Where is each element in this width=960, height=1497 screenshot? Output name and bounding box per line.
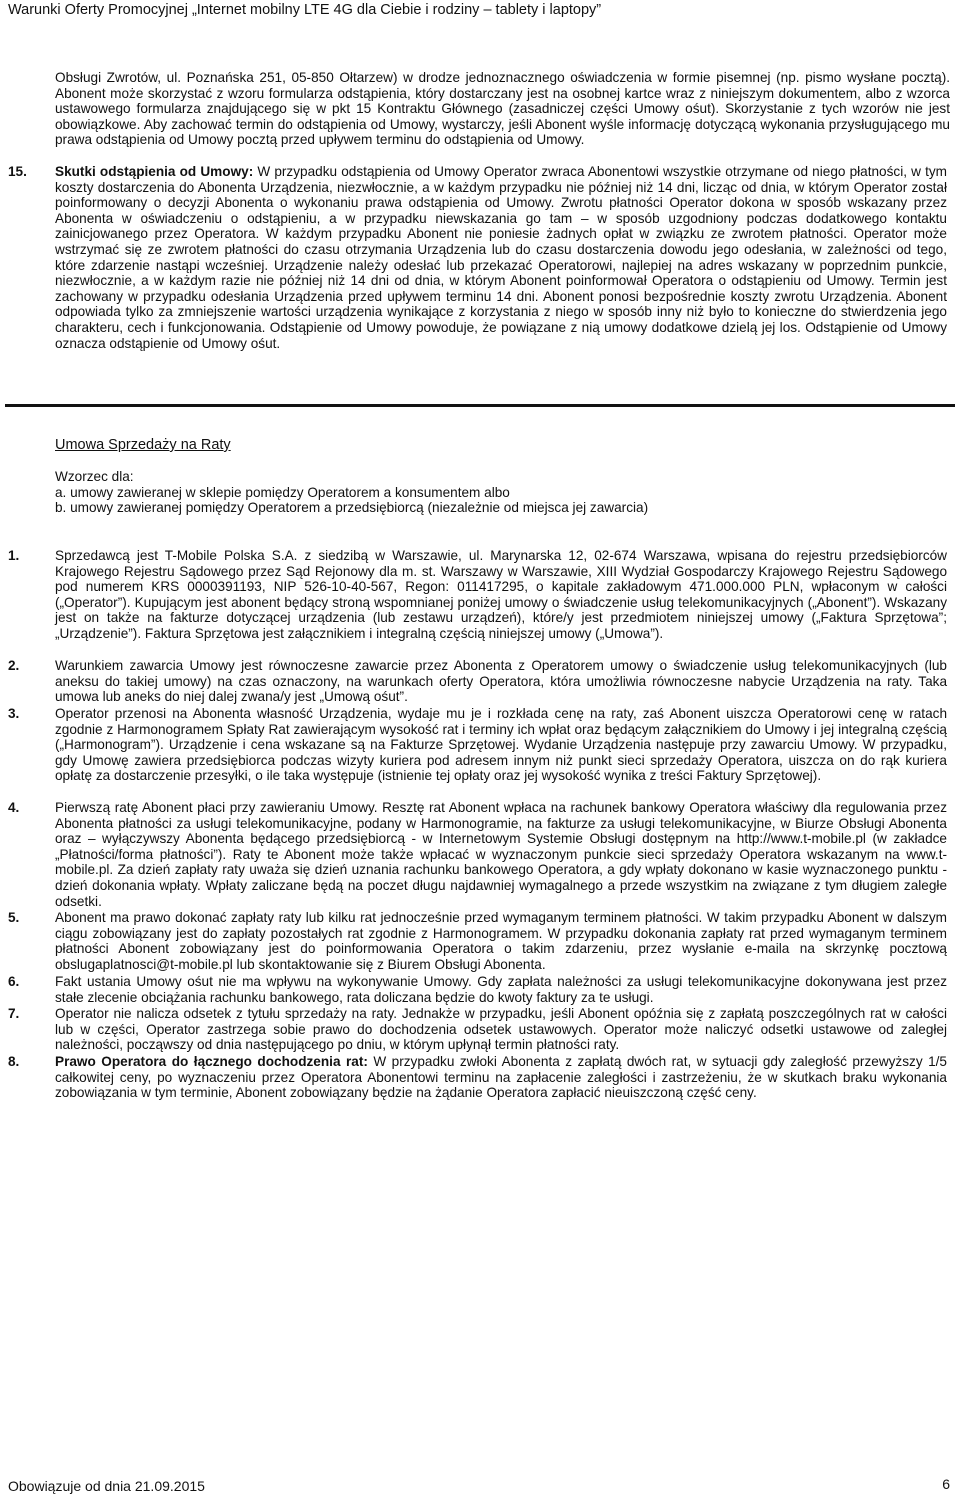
item-8-heading: Prawo Operatora do łącznego dochodzenia rat: [55, 1054, 368, 1069]
footer-effective-date: Obowiązuje od dnia 21.09.2015 [8, 1478, 205, 1494]
item-4-paragraph [55, 800, 947, 909]
item-5-number: 5. [8, 910, 20, 925]
template-option-b: b. umowy zawieranej pomiędzy Operatorem a przedsiębiorcą (niezależnie od miejsca jej zawarcia) [55, 500, 649, 516]
template-option-a: a. umowy zawieranej w sklepie pomiędzy Operatorem a konsumentem albo [55, 484, 510, 500]
footer-page-number: 6 [942, 1476, 950, 1492]
item-7-number: 7. [8, 1006, 20, 1021]
item-15-paragraph [55, 164, 947, 351]
item-6-text: Fakt ustania Umowy ośut nie ma wpływu na wykonywanie Umowy. Gdy zapłata należności za usługi telekomunikacyjne dokonywana jest przez stałe zlecenie obciążania rachunku bankowego, rata doliczana będzie do kwoty faktury za te usługi. [55, 974, 947, 1005]
item-1-text: Sprzedawcą jest T-Mobile Polska S.A. z siedzibą w Warszawie, ul. Marynarska 12, 02-674 Warszawa, wpisana do rejestru przedsiębiorców Krajowego Rejestru Sądowego przez Sąd Rejonowy dla m. st. Warszawy w Warszawie, XIII Wydział Gospodarczy Krajowego Rejestru Sądowego pod numerem KRS 0000391193, NIP 526-10-40-567, Regon: 011417295, o kapitale zakładowym 471.000.000 PLN, wpłaconym w całości („Operator”). Kupującym jest abonent będący stroną wspomnianej poniżej umowy o świadczenie usług telekomunikacyjnych („Abonent”). Wskazany jest on także na fakturze dotyczącej urządzenia (lub zestawu urządzeń), które/y jest przedmiotem niniejszej umowy („Faktura Sprzętowa”; „Urządzenie”). Faktura Sprzętowa jest załącznikiem i integralną częścią niniejszej umowy („Umowa”). [55, 548, 947, 641]
item-8-paragraph [55, 1054, 947, 1101]
item-6-number: 6. [8, 974, 20, 989]
item-15-number: 15. [8, 164, 27, 179]
item-15-text: W przypadku odstąpienia od Umowy Operator zwraca Abonentowi wszystkie otrzymane od niego płatności, w tym koszty dostarczenia do Abonenta Urządzenia, niezwłocznie, a w każdym przypadku nie później niż 14 dni, licząc od dnia, w którym Operator został poinformowany o decyzji Abonenta o wykonaniu prawa odstąpienia od Umowy. Zwrotu płatności Operator dokona w sposób wskazany przez Abonenta w oświadczeniu o odstąpieniu, a w przypadku niewskazania go tam – w sposób uzgodniony podczas dodatkowego kontaktu zainicjowanego przez Operatora. W każdym przypadku Abonent nie poniesie żadnych opłat w związku ze zwrotem płatności. Operator może wstrzymać się ze zwrotem płatności do czasu otrzymania Urządzenia lub do czasu dostarczenia dowodu jego odesłania, w zależności od tego, które zdarzenie nastąpi wcześniej. Urządzenie należy odesłać lub przekazać Operatorowi, najlepiej na adres wskazany w poprzednim punkcie, niezwłocznie, a w każdym razie nie później niż 14 dni od dnia, w którym Abonent poinformował Operatora o odstąpieniu od Umowy. Termin jest zachowany w przypadku odesłania Urządzenia przed upływem terminu 14 dni. Abonent ponosi bezpośrednie koszty zwrotu Urządzenia. Abonent odpowiada tylko za zmniejszenie wartości urządzenia wynikające z korzystania z niego w sposób inny niż było to konieczne do stwierdzenia jego charakteru, cech i funkcjonowania. Odstąpienie od Umowy powoduje, że powiązane z nią umowy dodatkowe dzielą jej los. Odstąpienie od Umowy oznacza odstąpienie od Umowy ośut. [55, 164, 947, 351]
item-6-paragraph [55, 974, 947, 1005]
item-3-paragraph [55, 706, 947, 784]
item-8-number: 8. [8, 1054, 20, 1069]
template-label: Wzorzec dla: [55, 469, 134, 484]
installment-section-title: Umowa Sprzedaży na Raty [55, 437, 231, 453]
item-5-paragraph [55, 910, 947, 972]
item-7-paragraph [55, 1006, 947, 1053]
section-divider [5, 404, 955, 407]
item-3-number: 3. [8, 706, 20, 721]
item-4-text: Pierwszą ratę Abonent płaci przy zawieraniu Umowy. Resztę rat Abonent wpłaca na rachunek bankowy Operatora właściwy dla regulowania przez Abonenta płatności za usługi telekomunikacyjne, podany w Harmonogramie, na fakturze za usługi telekomunikacyjne, w Biurze Obsługi Abonenta oraz – wyłączywszy Abonenta będącego przedsiębiorcą - w Internetowym Systemie Obsługi dostępnym na http://www.t-mobile.pl (w zakładce „Płatności/forma płatności”). Raty te Abonent może także wpłacać w wyznaczonym punkcie sieci sprzedaży Operatora wskazanym na www.t-mobile.pl. Za dzień zapłaty raty uważa się dzień uznania rachunku bankowego Operatora, a gdy wpłaty dokonano w kasie wyznaczonego punktu - dzień dokonania wpłaty. Wpłaty zaliczane będą na poczet długu najdawniej wymagalnego a przede wszystkim na związane z tym długiem zaległe odsetki. [55, 800, 947, 909]
item-3-text: Operator przenosi na Abonenta własność Urządzenia, wydaje mu je i rozkłada cenę na raty, zaś Abonent uiszcza Operatorowi cenę w ratach zgodnie z Harmonogramem Spłaty Rat zawierającym wysokość rat i terminy ich wpłat oraz będącym załącznikiem do Umowy i jej integralną częścią („Harmonogram”). Urządzenie i cena wskazane są na Fakturze Sprzętowej. Wydanie Urządzenia następuje przy zawarciu Umowy. W przypadku, gdy Umowę zawiera przedsiębiorca podczas wizyty kuriera pod adresem innym niż punkt sieci sprzedaży Operatora, uiszcza on do rąk kuriera opłatę za dostarczenie przesyłki, o ile taka występuje (istnienie tej opłaty oraz jej wysokość wynika z treści Faktury Sprzętowej). [55, 706, 947, 784]
item-15-heading: Skutki odstąpienia od Umowy: [55, 164, 254, 179]
item-5-text: Abonent ma prawo dokonać zapłaty raty lub kilku rat jednocześnie przed wymaganym terminem płatności. W takim przypadku Abonent w dalszym ciągu zobowiązany jest do zapłaty pozostałych rat zgodnie z Harmonogramem. W przypadku dokonania zapłaty rat przed wymaganym terminem płatności Abonent zobowiązany jest do poinformowania Operatora o takim zdarzeniu, przez wysłanie e-maila na skrzynkę pocztową obslugaplatnosci@t-mobile.pl lub skontaktowanie się z Biurem Obsługi Abonenta. [55, 910, 947, 972]
item-1-paragraph [55, 548, 947, 642]
document-header-title: Warunki Oferty Promocyjnej „Internet mobilny LTE 4G dla Ciebie i rodziny – tablety i laptopy” [8, 2, 602, 18]
template-for-block [55, 469, 945, 516]
item-4-number: 4. [8, 800, 20, 815]
item-2-paragraph [55, 658, 947, 705]
item-2-text: Warunkiem zawarcia Umowy jest równoczesne zawarcie przez Abonenta z Operatorem umowy o świadczenie usług telekomunikacyjnych (lub aneksu do takiej umowy) na czas oznaczony, na warunkach oferty Operatora, która umożliwia równoczesne nabycie Urządzenia na raty. Taka umowa lub aneks do niej dalej zwana/y jest „Umową ośut”. [55, 658, 947, 705]
item-7-text: Operator nie nalicza odsetek z tytułu sprzedaży na raty. Jednakże w przypadku, jeśli Abonent opóźnia się z zapłatą poszczególnych rat w całości lub w części, Operator zastrzega sobie prawo do dochodzenia odsetek ustawowych. Operator może naliczyć odsetki ustawowe od zaległej należności, począwszy od dnia następującego po dniu, w którym upłynął termin płatności raty. [55, 1006, 947, 1053]
item-2-number: 2. [8, 658, 20, 673]
paragraph-14-continuation: Obsługi Zwrotów, ul. Poznańska 251, 05-850 Ołtarzew) w drodze jednoznacznego oświadczenia w formie pisemnej (np. pismo wysłane pocztą). Abonent może skorzystać z wzoru formularza odstąpienia, który dostarczany jest na osobnej kartce wraz z niniejszym dokumentem, albo z wzorca ustawowego formularza znajdującego się w pkt 15 Kontraktu Głównego (zasadniczej części Umowy ośut). Skorzystanie z tych wzorów nie jest obowiązkowe. Aby zachować termin do odstąpienia od Umowy, wystarczy, jeśli Abonent wyśle informację dotyczącą wykonania przysługującego mu prawa odstąpienia od Umowy pocztą przed upływem terminu do odstąpienia od Umowy. [55, 70, 950, 148]
item-1-number: 1. [8, 548, 20, 563]
item-8-text: W przypadku zwłoki Abonenta z zapłatą dwóch rat, w sytuacji gdy zaległość przewyższy 1/5 całkowitej ceny, po wyznaczeniu przez Operatora Abonentowi terminu na zapłacenie zaległości i zastrzeżeniu, że w skutkach braku wykonania zobowiązania w tym terminie, Abonent zobowiązany będzie na żądanie Operatora zapłacić nieuiszczoną część ceny. [55, 1054, 947, 1101]
